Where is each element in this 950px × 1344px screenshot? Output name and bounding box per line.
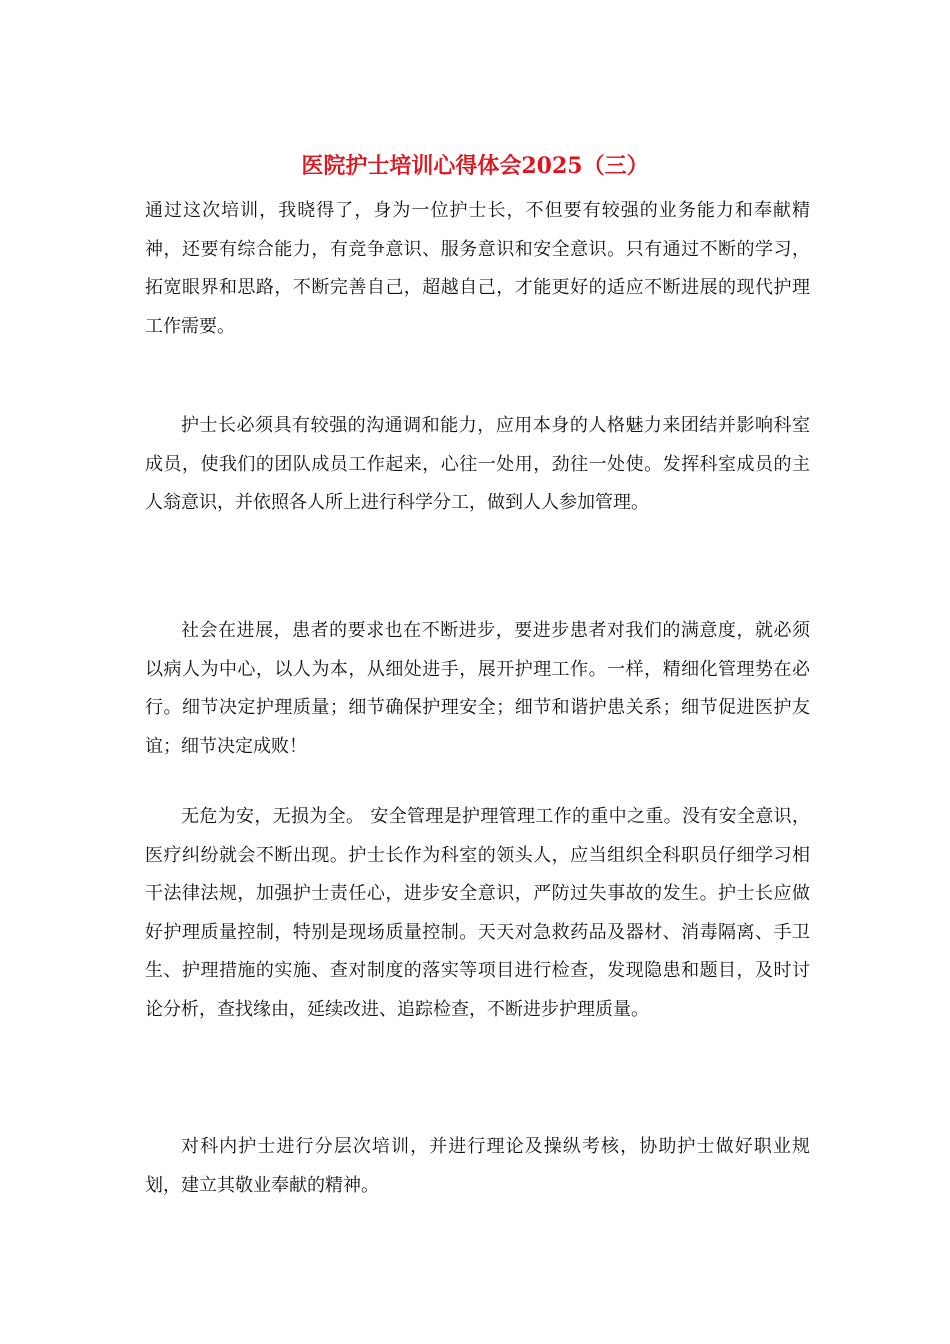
- paragraph-3: 社会在进展，患者的要求也在不断进步，要进步患者对我们的满意度，就必须以病人为中心，以人为本，从细处进手，展开护理工作。一样，精细化管理势在必行。细节决定护理质量；细节确保护理安全；细节和谐护患关系；细节促进医护友谊；细节决定成败！: [145, 620, 810, 757]
- paragraph-4: 无危为安，无损为全。 安全管理是护理管理工作的重中之重。没有安全意识，医疗纠纷就会不断出现。护士长作为科室的领头人，应当组织全科职员仔细学习相干法律法规，加强护士责任心，进步安全意识，严防过失事故的发生。护士长应做好护理质量控制，特别是现场质量控制。天天对急救药品及器材、消毒隔离、手卫生、护理措施的实施、查对制度的落实等项目进行检查，发现隐患和题目，及时讨论分析，查找缘由，延续改进、追踪检查，不断进步护理质量。: [145, 806, 810, 1020]
- paragraph-2: 护士长必须具有较强的沟通调和能力，应用本身的人格魅力来团结并影响科室成员，使我们的团队成员工作起来，心往一处用，劲往一处使。发挥科室成员的主人翁意识，并依照各人所上进行科学分工，做到人人参加管理。: [145, 415, 810, 513]
- paragraph-5: 对科内护士进行分层次培训，并进行理论及操纵考核，协助护士做好职业规划，建立其敬业奉献的精神。: [145, 1136, 810, 1196]
- paragraph-1: 通过这次培训，我晓得了，身为一位护士长，不但要有较强的业务能力和奉献精神，还要有综合能力，有竞争意识、服务意识和安全意识。只有通过不断的学习，拓宽眼界和思路，不断完善自己，超越自己，才能更好的适应不断进展的现代护理工作需要。: [145, 200, 810, 337]
- document-title: 医院护士培训心得体会2025（三）: [301, 153, 649, 179]
